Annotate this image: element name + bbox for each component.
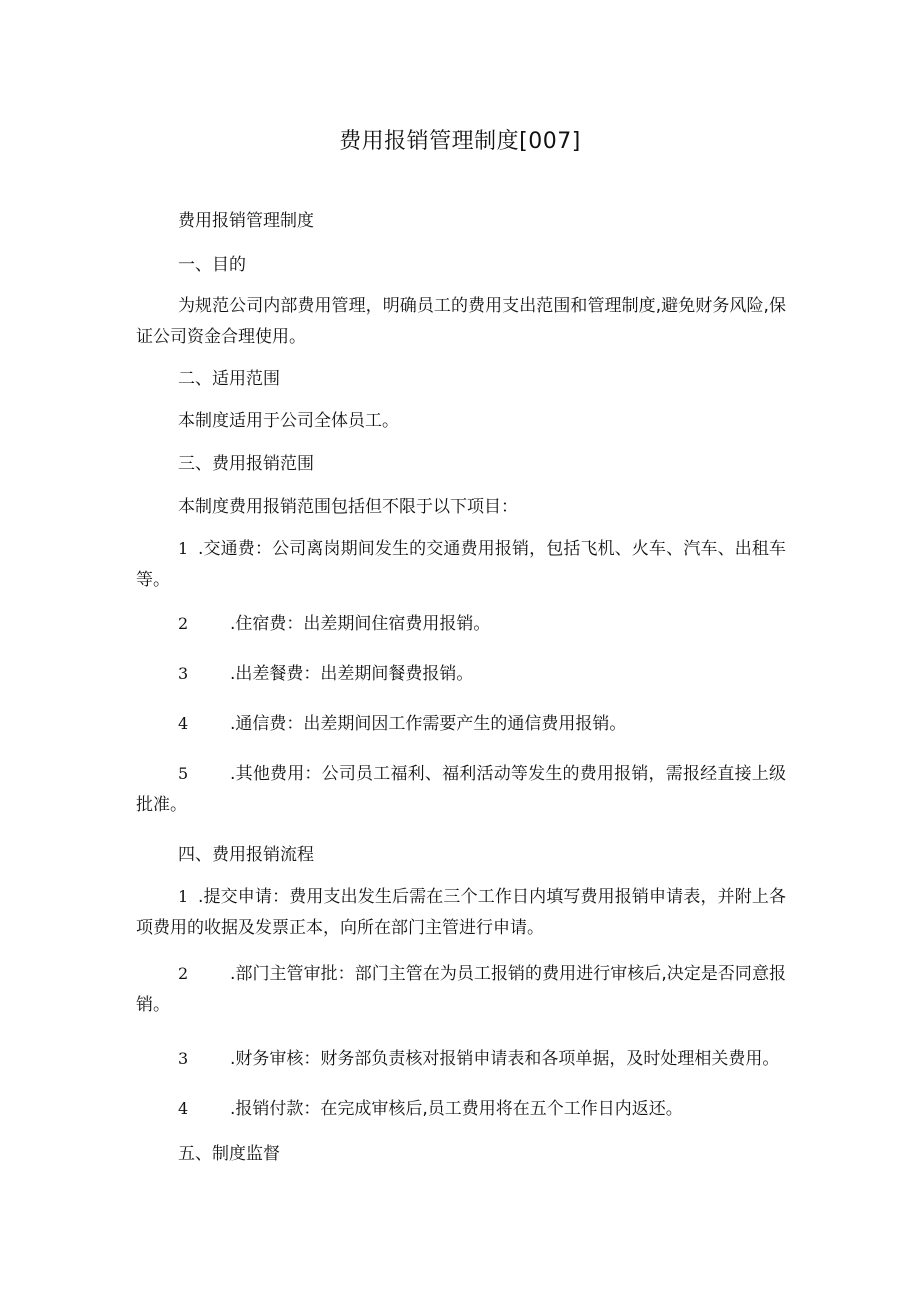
list-item-text: .部门主管审批：部门主管在为员工报销的费用进行审核后,决定是否同意报 [230, 964, 786, 984]
list-item-text: .其他费用：公司员工福利、福利活动等发生的费用报销，需报经直接上级 [230, 764, 786, 784]
list-item-text: .提交申请：费用支出发生后需在三个工作日内填写费用报销申请表，并附上各 [198, 887, 786, 907]
list-item-line [136, 963, 786, 985]
paragraph-line: 证公司资金合理使用。 [136, 327, 306, 347]
list-item [136, 963, 786, 1016]
section-heading-scope: 二、适用范围 [178, 369, 280, 389]
list-item-text: .住宿费：出差期间住宿费用报销。 [230, 614, 491, 634]
section-heading-reimbursement-scope: 三、费用报销范围 [178, 454, 314, 474]
paragraph-line: 为规范公司内部费用管理，明确员工的费用支出范围和管理制度,避免财务风险,保 [178, 296, 786, 316]
list-item-number: 2 [178, 964, 189, 983]
list-item [136, 763, 786, 816]
list-item [178, 1098, 683, 1120]
list-item-line: 批准。 [136, 795, 187, 815]
list-item [136, 538, 786, 591]
list-item [178, 663, 473, 685]
list-item-text: .交通费：公司离岗期间发生的交通费用报销，包括飞机、火车、汽车、出租车 [198, 539, 786, 559]
document-title: 费用报销管理制度[007] [339, 129, 581, 154]
list-item-number: 3 [178, 664, 189, 683]
list-item-number: 1 [178, 539, 189, 558]
list-item [178, 1048, 779, 1070]
list-item [136, 886, 786, 939]
list-item-number: 3 [178, 1049, 189, 1068]
list-item-number: 4 [178, 1099, 189, 1118]
list-item-line [136, 886, 786, 908]
list-item-line: 项费用的收据及发票正本，向所在部门主管进行申请。 [136, 918, 544, 938]
list-item-line: 销。 [136, 995, 170, 1015]
list-item-line: 等。 [136, 570, 170, 590]
list-item-text: .报销付款：在完成审核后,员工费用将在五个工作日内返还。 [230, 1099, 683, 1119]
list-item-line [136, 538, 786, 560]
section-heading-supervision: 五、制度监督 [178, 1144, 280, 1164]
list-item-number: 4 [178, 714, 189, 733]
list-item [178, 713, 626, 735]
list-item-line [136, 763, 786, 785]
list-item-text: .通信费：出差期间因工作需要产生的通信费用报销。 [230, 714, 627, 734]
section-heading-purpose: 一、目的 [178, 255, 246, 275]
section-body-scope: 本制度适用于公司全体员工。 [178, 411, 399, 431]
section-heading-process: 四、费用报销流程 [178, 845, 314, 865]
list-item [178, 613, 490, 635]
list-item-number: 5 [178, 764, 189, 783]
section-body-purpose [136, 295, 786, 348]
list-item-text: .出差餐费：出差期间餐费报销。 [230, 664, 474, 684]
document-subtitle: 费用报销管理制度 [178, 211, 314, 231]
section-intro-reimbursement-scope: 本制度费用报销范围包括但不限于以下项目： [178, 497, 518, 517]
list-item-number: 1 [178, 887, 189, 906]
list-item-text: .财务审核：财务部负责核对报销申请表和各项单据，及时处理相关费用。 [230, 1049, 780, 1069]
list-item-number: 2 [178, 614, 189, 633]
